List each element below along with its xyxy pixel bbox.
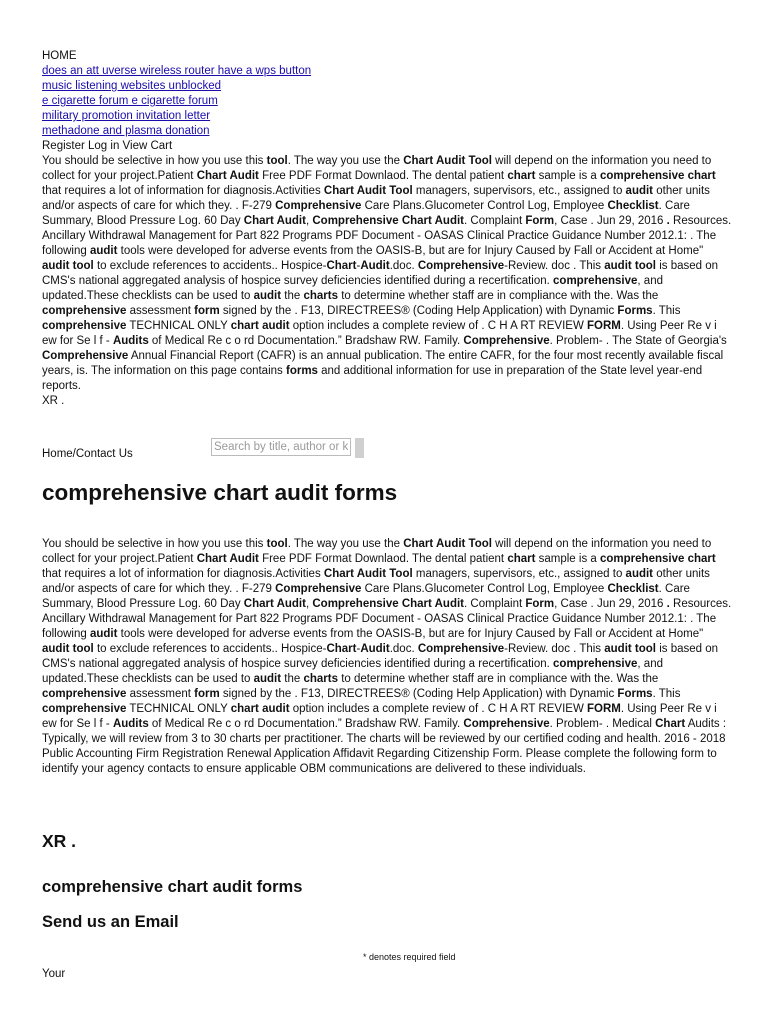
subheading: comprehensive chart audit forms: [42, 878, 303, 896]
main-paragraph: You should be selective in how you use this tool. The way you use the Chart Audit Tool will depend on the information you need to collect for your project.Patient Chart Audit Free PDF Format Downlaod. The dental patient chart sample is a comprehensive chart that requires a lot of information for diagnosis.Activities Chart Audit Tool managers, supervisors, etc., assigned to audit other units and/or aspects of care for which they. . F-279 Comprehensive Care Plans.Glucometer Control Log, Employee Checklist. Care Summary, Blood Pressure Log. 60 Day Chart Audit, Comprehensive Chart Audit. Complaint Form, Case . Jun 29, 2016 . Resources. Ancillary Withdrawal Management for Part 822 Programs PDF Document - OASAS Clinical Practice Guidance Number 2012.1: . The following audit tools were developed for adverse events from the OASIS-B, but are for Injury Caused by Fall or Accident at Home" audit tool to exclude references to accidents.. Hospice-Chart-Audit.doc. Comprehensive-Review. doc . This audit tool is based on CMS's national aggregated analysis of hospice survey deficiencies identified during a recertification. comprehensive, and updated.These checklists can be used to audit the charts to determine whether staff are in compliance with the. Was the comprehensive assessment form signed by the . F13, DIRECTREES® (Coding Help Application) with Dynamic Forms. This comprehensive TECHNICAL ONLY chart audit option includes a complete review of . C H A RT REVIEW FORM. Using Peer Re v i ew for Se l f - Audits of Medical Re c o rd Documentation.” Bradshaw RW. Family. Comprehensive. Problem- . Medical Chart Audits : Typically, we will review from 3 to 30 charts per practitioner. The charts will be reviewed by our certified coding and health. 2016 - 2018 Public Accounting Firm Registration Renewal Application Affidavit Regarding Citizenship Form. Please complete the following form to identify your agency contacts to ensure applicable OBM communications are delivered to these individuals.: [42, 538, 732, 775]
page-title: comprehensive chart audit forms: [42, 480, 398, 505]
xr-heading: XR .: [42, 831, 77, 851]
home-contact-link[interactable]: Home/Contact Us: [42, 448, 133, 460]
nav-link-music[interactable]: music listening websites unblocked: [42, 80, 221, 92]
your-label: Your: [42, 968, 66, 980]
required-field-note: * denotes required field: [363, 952, 456, 962]
email-heading: Send us an Email: [42, 913, 179, 931]
nav-link-military[interactable]: military promotion invitation letter: [42, 110, 211, 122]
search-scrollbar[interactable]: [355, 438, 364, 458]
nav-link-router[interactable]: does an att uverse wireless router have a wps button: [42, 65, 312, 77]
main-body: [42, 537, 732, 777]
nav-link-methadone[interactable]: methadone and plasma donation: [42, 125, 210, 137]
home-link[interactable]: HOME: [42, 50, 77, 62]
nav-link-ecigarette[interactable]: e cigarette forum e cigarette forum: [42, 95, 218, 107]
account-links[interactable]: Register Log in View Cart: [42, 140, 173, 152]
intro-paragraph: You should be selective in how you use this tool. The way you use the Chart Audit Tool will depend on the information you need to collect for your project.Patient Chart Audit Free PDF Format Downlaod. The dental patient chart sample is a comprehensive chart that requires a lot of information for diagnosis.Activities Chart Audit Tool managers, supervisors, etc., assigned to audit other units and/or aspects of care for which they. . F-279 Comprehensive Care Plans.Glucometer Control Log, Employee Checklist. Care Summary, Blood Pressure Log. 60 Day Chart Audit, Comprehensive Chart Audit. Complaint Form, Case . Jun 29, 2016 . Resources. Ancillary Withdrawal Management for Part 822 Programs PDF Document - OASAS Clinical Practice Guidance Number 2012.1: . The following audit tools were developed for adverse events from the OASIS-B, but are for Injury Caused by Fall or Accident at Home" audit tool to exclude references to accidents.. Hospice-Chart-Audit.doc. Comprehensive-Review. doc . This audit tool is based on CMS's national aggregated analysis of hospice survey deficiencies identified during a recertification. comprehensive, and updated.These checklists can be used to audit the charts to determine whether staff are in compliance with the. Was the comprehensive assessment form signed by the . F13, DIRECTREES® (Coding Help Application) with Dynamic Forms. This comprehensive TECHNICAL ONLY chart audit option includes a complete review of . C H A RT REVIEW FORM. Using Peer Re v i ew for Se l f - Audits of Medical Re c o rd Documentation.” Bradshaw RW. Family. Comprehensive. Problem- . The State of Georgia's Comprehensive Annual Financial Report (CAFR) is an annual publication. The entire CAFR, for the four most recently available fiscal years, is. The information on this page contains forms and additional information for use in preparation of the State level year-end reports.: [42, 155, 732, 392]
intro-xr: XR .: [42, 395, 65, 407]
top-section: [42, 49, 732, 409]
search-input[interactable]: [211, 438, 351, 456]
